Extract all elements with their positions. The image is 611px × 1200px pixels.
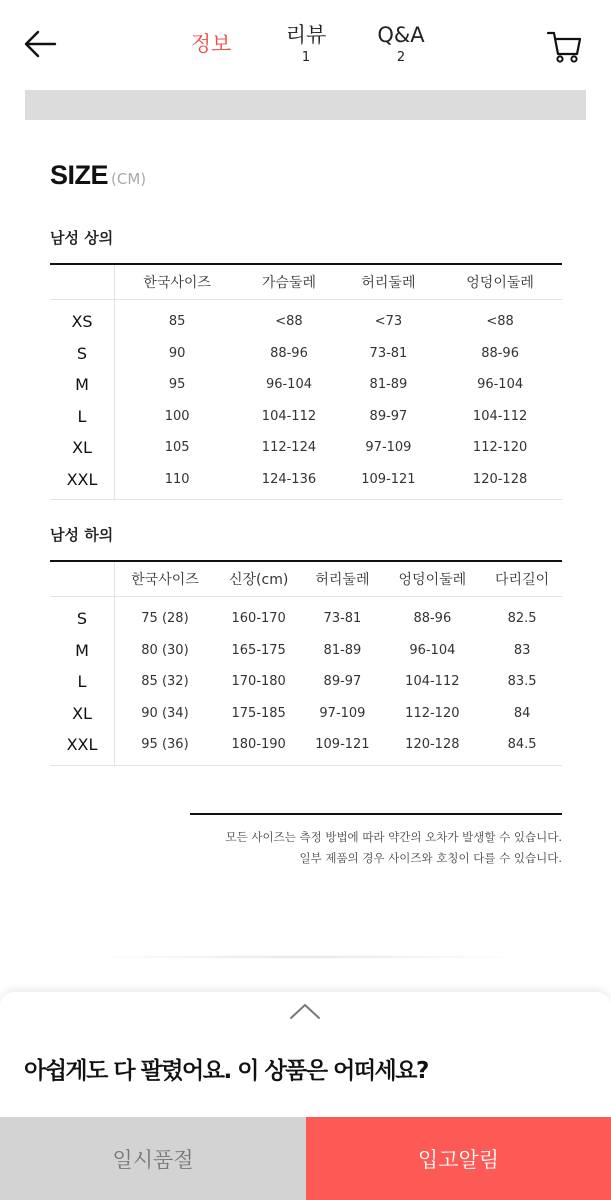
table-cell: <73: [374, 314, 403, 330]
table-cell: 84: [513, 705, 531, 721]
size-label: M: [50, 635, 115, 667]
table-row: [50, 698, 562, 730]
table-cell: 105: [164, 440, 190, 456]
table-cell: <88: [275, 314, 303, 330]
table-cell: 165-175: [231, 642, 286, 658]
table-row: [50, 597, 562, 635]
size-label: XL: [50, 432, 115, 464]
table-cell: 96-104: [265, 377, 312, 393]
table-cell: 95: [168, 377, 186, 393]
table-cell: 124-136: [261, 471, 317, 487]
table-cell: 83: [513, 642, 531, 658]
column-header: 허리둘레: [302, 561, 382, 597]
table-cell: 90: [168, 345, 186, 361]
size-label: S: [50, 338, 115, 370]
size-note-1: 모든 사이즈는 측정 방법에 따라 약간의 오차가 발생할 수 있습니다.: [225, 830, 562, 844]
table-cell: 180-190: [231, 737, 286, 753]
size-label: XXL: [50, 729, 115, 765]
table-cell: 75 (28): [141, 611, 189, 627]
table-cell: 120-128: [405, 737, 460, 753]
table-cell: 104-112: [261, 408, 317, 424]
size-unit: (CM): [111, 170, 147, 188]
table-cell: 112-120: [405, 705, 460, 721]
table-cell: 109-121: [315, 737, 370, 753]
size-label: S: [50, 597, 115, 635]
bottoms-section-title: 남성 하의: [50, 526, 114, 544]
column-header: 허리둘레: [339, 264, 438, 300]
table-cell: 89-97: [323, 674, 362, 690]
table-cell: 120-128: [472, 471, 528, 487]
tops-section-title: 남성 상의: [50, 229, 114, 247]
table-cell: 88-96: [413, 611, 452, 627]
back-button[interactable]: [22, 26, 66, 64]
bottoms-size-table: [50, 560, 562, 766]
notes-divider: [190, 813, 562, 815]
cart-button[interactable]: [544, 26, 588, 66]
top-bar: [0, 0, 611, 90]
tab-qna[interactable]: [360, 22, 442, 66]
table-cell: 84.5: [507, 737, 537, 753]
size-label: XL: [50, 698, 115, 730]
column-header: [50, 264, 115, 300]
expand-sheet-button[interactable]: [287, 1000, 323, 1024]
cart-icon: [544, 26, 584, 66]
tab-qna-count: 2: [396, 50, 406, 65]
size-heading: [50, 160, 146, 191]
size-label: XXL: [50, 464, 115, 500]
table-cell: 88-96: [270, 345, 308, 361]
table-cell: 110: [164, 471, 190, 487]
size-title: SIZE: [50, 160, 109, 190]
column-header: 엉덩이둘레: [438, 264, 562, 300]
arrow-left-icon: [22, 26, 58, 62]
table-cell: 96-104: [477, 377, 524, 393]
tab-info[interactable]: [180, 22, 242, 66]
table-cell: 80 (30): [141, 642, 189, 658]
column-header: 한국사이즈: [115, 561, 215, 597]
table-cell: <88: [486, 314, 514, 330]
table-cell: 104-112: [405, 674, 460, 690]
table-row: [50, 369, 562, 401]
table-row: [50, 666, 562, 698]
sold-out-message: 아쉽게도 다 팔렸어요. 이 상품은 어떠세요?: [24, 1058, 428, 1084]
table-cell: 83.5: [507, 674, 537, 690]
column-header: 다리길이: [482, 561, 562, 597]
table-cell: 81-89: [323, 642, 362, 658]
table-cell: 89-97: [369, 408, 408, 424]
tab-review-label: 리뷰: [285, 23, 327, 47]
chevron-up-icon: [287, 1000, 323, 1024]
table-cell: 97-109: [319, 705, 366, 721]
sold-out-bottom-sheet: [0, 992, 611, 1200]
table-row: [50, 729, 562, 765]
table-row: [50, 300, 562, 338]
table-cell: 73-81: [369, 345, 408, 361]
size-label: M: [50, 369, 115, 401]
table-cell: 73-81: [323, 611, 362, 627]
table-row: [50, 401, 562, 433]
content-end-shadow: [80, 955, 530, 959]
size-label: L: [50, 401, 115, 433]
sold-out-button[interactable]: 일시품절: [0, 1117, 306, 1200]
table-cell: 82.5: [507, 611, 537, 627]
table-cell: 88-96: [481, 345, 519, 361]
table-cell: 81-89: [369, 377, 408, 393]
table-cell: 170-180: [231, 674, 286, 690]
size-label: XS: [50, 300, 115, 338]
size-label: L: [50, 666, 115, 698]
column-header: 가슴둘레: [239, 264, 338, 300]
size-note-2: 일부 제품의 경우 사이즈와 호칭이 다를 수 있습니다.: [299, 851, 562, 865]
column-header: 신장(cm): [215, 561, 302, 597]
tab-review[interactable]: [275, 22, 337, 66]
column-header: [50, 561, 115, 597]
column-header: 엉덩이둘레: [382, 561, 482, 597]
tops-size-table: [50, 263, 562, 500]
table-row: [50, 464, 562, 500]
table-cell: 100: [164, 408, 190, 424]
table-cell: 160-170: [231, 611, 286, 627]
table-cell: 97-109: [365, 440, 412, 456]
column-header: 한국사이즈: [115, 264, 240, 300]
tab-review-count: 1: [301, 50, 311, 65]
table-cell: 109-121: [361, 471, 416, 487]
table-cell: 112-124: [261, 440, 317, 456]
table-row: [50, 432, 562, 464]
table-cell: 96-104: [409, 642, 456, 658]
table-cell: 85: [168, 314, 186, 330]
table-cell: 104-112: [472, 408, 528, 424]
table-row: [50, 338, 562, 370]
restock-notify-button[interactable]: 입고알림: [306, 1117, 611, 1200]
table-cell: 90 (34): [141, 705, 189, 721]
table-cell: 85 (32): [141, 674, 189, 690]
table-cell: 175-185: [231, 705, 286, 721]
table-header-row: [50, 561, 562, 597]
image-placeholder-band: [25, 90, 586, 120]
table-header-row: [50, 264, 562, 300]
tab-info-label: 정보: [190, 32, 232, 56]
table-row: [50, 635, 562, 667]
table-cell: 112-120: [472, 440, 528, 456]
table-cell: 95 (36): [141, 737, 189, 753]
tab-qna-label: Q&A: [377, 23, 425, 47]
